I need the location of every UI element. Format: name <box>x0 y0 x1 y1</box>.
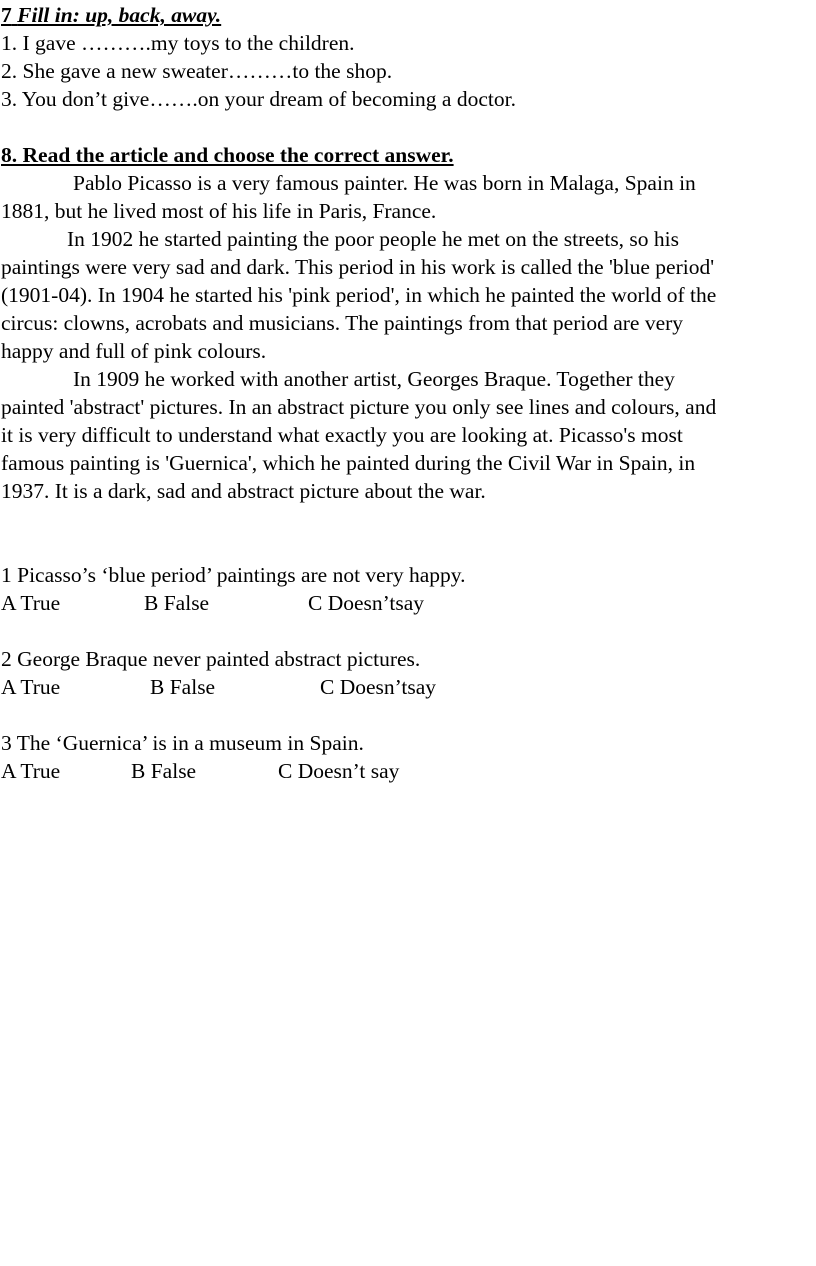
question-2-text: 2 George Braque never painted abstract pictures. <box>1 647 421 671</box>
section-7-item-2: 2. She gave a new sweater………to the shop. <box>1 59 393 83</box>
section-7-heading <box>1 1 813 29</box>
article-p1-line1: Pablo Picasso is a very famous painter. He was born in Malaga, Spain in <box>73 171 696 195</box>
question-1-option-a[interactable]: A True <box>1 591 61 615</box>
question-3-option-b[interactable]: B False <box>131 759 197 783</box>
question-2 <box>1 645 813 701</box>
question-3-text: 3 The ‘Guernica’ is in a museum in Spain. <box>1 731 364 755</box>
article-p3-line2: painted 'abstract' pictures. In an abstract picture you only see lines and colours, and <box>1 395 717 419</box>
question-3-option-c[interactable]: C Doesn’t say <box>278 759 400 783</box>
section-7-title: Fill in: up, back, away. <box>17 3 222 27</box>
question-1-option-b[interactable]: B False <box>144 591 210 615</box>
question-2-option-b[interactable]: B False <box>150 675 216 699</box>
question-1-option-c[interactable]: C Doesn’tsay <box>308 591 425 615</box>
spacer <box>1 113 813 141</box>
spacer <box>1 617 813 645</box>
article-p3-line3: it is very difficult to understand what exactly you are looking at. Picasso's most <box>1 423 683 447</box>
article-p2-line2: paintings were very sad and dark. This period in his work is called the 'blue period' <box>1 255 715 279</box>
worksheet-page <box>1 1 813 785</box>
question-3-option-a[interactable]: A True <box>1 759 61 783</box>
question-1-text: 1 Picasso’s ‘blue period’ paintings are not very happy. <box>1 563 466 587</box>
article-p2-line5: happy and full of pink colours. <box>1 339 267 363</box>
question-2-option-a[interactable]: A True <box>1 675 61 699</box>
article-p2-line1: In 1902 he started painting the poor people he met on the streets, so his <box>67 227 680 251</box>
spacer <box>1 505 813 561</box>
question-2-options <box>1 673 813 701</box>
article-p2-line4: circus: clowns, acrobats and musicians. The paintings from that period are very <box>1 311 684 335</box>
question-3 <box>1 729 813 785</box>
spacer <box>1 701 813 729</box>
article-p3-line5: 1937. It is a dark, sad and abstract picture about the war. <box>1 479 486 503</box>
section-7-item-3: 3. You don’t give…….on your dream of becoming a doctor. <box>1 87 516 111</box>
question-3-options <box>1 757 813 785</box>
question-1-options <box>1 589 813 617</box>
section-8-heading <box>1 141 813 169</box>
section-7-item-1: 1. I gave ……….my toys to the children. <box>1 31 355 55</box>
question-1 <box>1 561 813 617</box>
article-p3-line4: famous painting is 'Guernica', which he painted during the Civil War in Spain, in <box>1 451 696 475</box>
article <box>1 169 813 505</box>
article-p1-line2: 1881, but he lived most of his life in Paris, France. <box>1 199 437 223</box>
question-2-option-c[interactable]: C Doesn’tsay <box>320 675 437 699</box>
section-7-number: 7 <box>1 3 12 27</box>
article-p2-line3: (1901-04). In 1904 he started his 'pink period', in which he painted the world of the <box>1 283 717 307</box>
article-p3-line1: In 1909 he worked with another artist, Georges Braque. Together they <box>73 367 675 391</box>
section-8-title: 8. Read the article and choose the correct answer. <box>1 143 454 167</box>
